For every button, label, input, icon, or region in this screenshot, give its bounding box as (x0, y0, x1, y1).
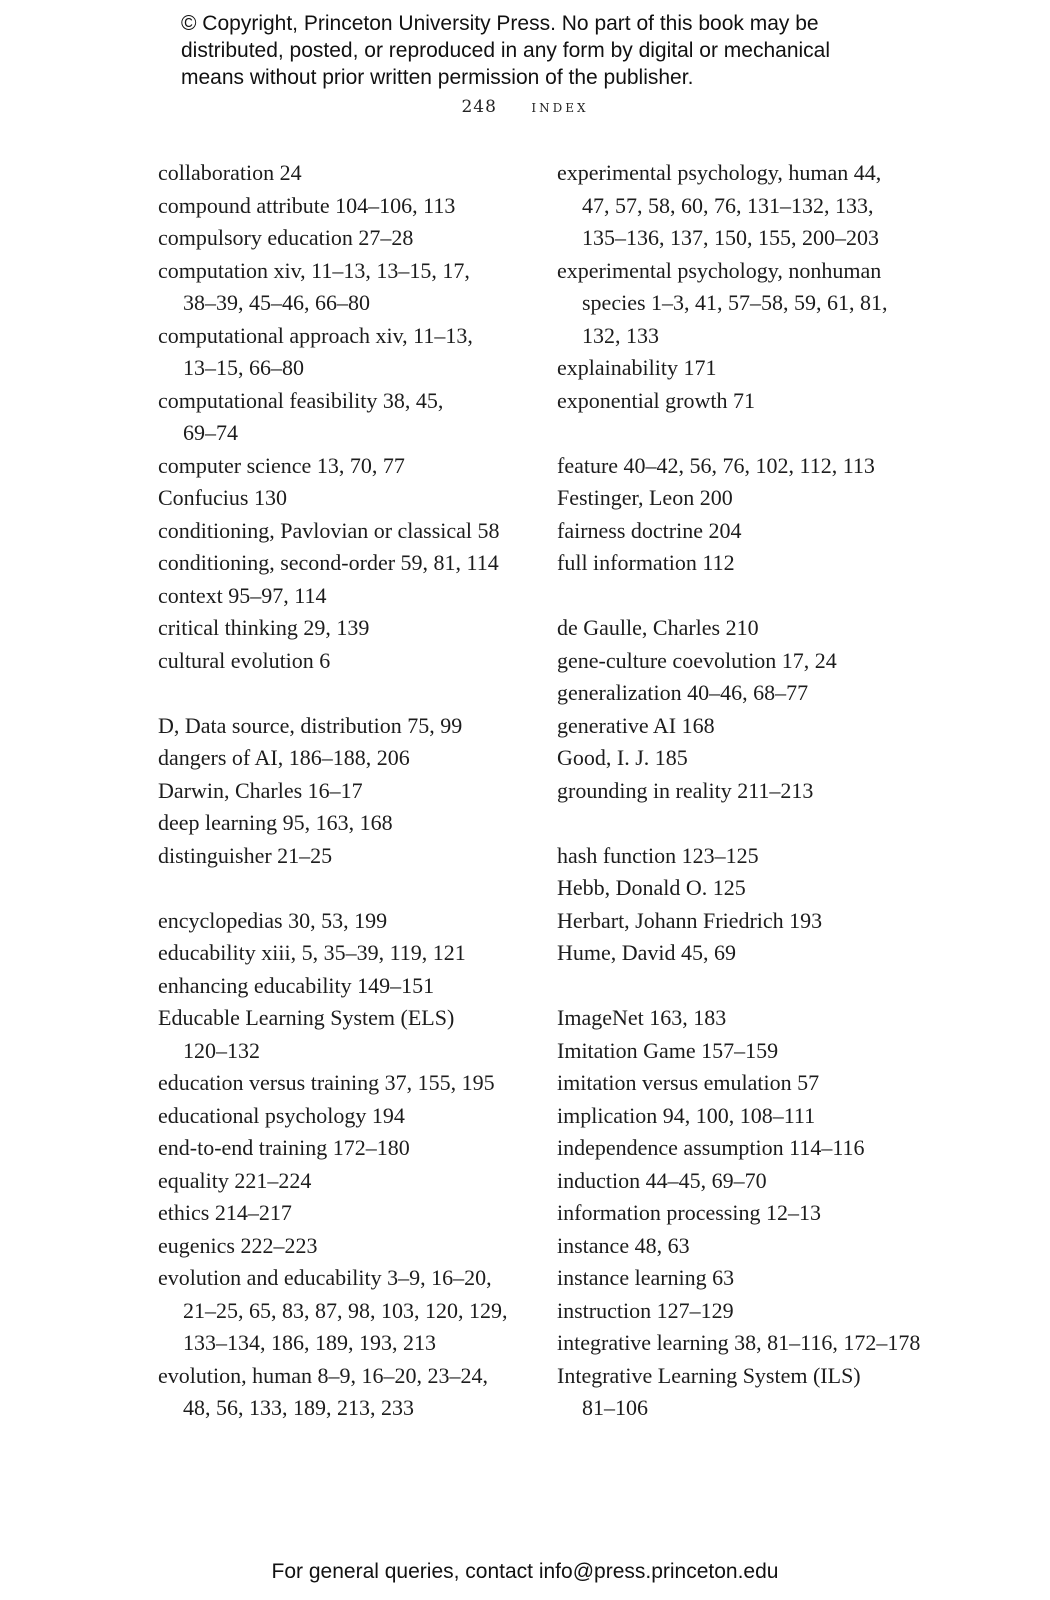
index-entry-line: compound attribute 104–106, 113 (158, 192, 456, 218)
index-entry (557, 547, 927, 580)
index-entry-line: dangers of AI, 186–188, 206 (158, 745, 410, 770)
index-entry-line: integrative learning 38, 81–116, 172–178 (557, 1330, 921, 1355)
index-entry (557, 255, 927, 353)
index-entry-line: Festinger, Leon 200 (557, 485, 733, 510)
index-entry-line: Educable Learning System (ELS) (158, 1005, 455, 1030)
page-number: 248 (461, 97, 497, 117)
index-entry (557, 677, 927, 710)
index-entry-line: exponential growth 71 (557, 387, 755, 413)
index-entry (158, 255, 528, 320)
index-entry (557, 775, 927, 808)
index-entry (557, 1230, 927, 1263)
index-entry-line: eugenics 222–223 (158, 1232, 318, 1258)
index-entry (158, 742, 528, 775)
running-head (0, 97, 1050, 117)
index-entry (557, 1360, 927, 1425)
section-gap (158, 677, 528, 710)
index-entry-line: Integrative Learning System (ILS) (557, 1362, 861, 1388)
index-entry-line: educational psychology 194 (158, 1102, 405, 1128)
index-entry (158, 775, 528, 808)
index-entry-line: ImageNet 163, 183 (557, 1005, 727, 1030)
index-entry-line: conditioning, Pavlovian or classical 58 (158, 517, 500, 543)
index-entry (557, 840, 927, 873)
index-entry-continuation: 48, 56, 133, 189, 213, 233 (183, 1395, 414, 1420)
index-entry-line: instruction 127–129 (557, 1297, 734, 1323)
index-entry-continuation: 81–106 (582, 1395, 648, 1420)
index-entry-line: de Gaulle, Charles 210 (557, 615, 759, 640)
index-entry-line: Hebb, Donald O. 125 (557, 875, 746, 900)
index-entry (158, 710, 528, 743)
index-entry-line: encyclopedias 30, 53, 199 (158, 907, 388, 933)
index-entry-line: independence assumption 114–116 (557, 1135, 865, 1160)
index-entry (557, 1002, 927, 1035)
index-entry-line: computation xiv, 11–13, 13–15, 17, (158, 257, 470, 283)
index-entry (158, 937, 528, 970)
footer-contact: For general queries, contact info@press.princeton.edu (271, 1560, 779, 1583)
index-entry (158, 1002, 528, 1067)
index-entry-line: experimental psychology, nonhuman (557, 257, 882, 283)
index-entry (158, 190, 528, 223)
index-column-left (158, 157, 528, 1425)
index-entry (557, 352, 927, 385)
index-entry-line: conditioning, second-order 59, 81, 114 (158, 550, 499, 575)
index-entry-line: generalization 40–46, 68–77 (557, 680, 809, 705)
index-entry-line: ethics 214–217 (158, 1200, 292, 1225)
index-entry-line: equality 221–224 (158, 1167, 312, 1193)
index-entry (557, 905, 927, 938)
index-entry (158, 1360, 528, 1425)
index-entry-continuation: 38–39, 45–46, 66–80 (183, 290, 370, 315)
index-entry (557, 1262, 927, 1295)
index-entry (557, 645, 927, 678)
index-entry (557, 1100, 927, 1133)
index-entry-line: education versus training 37, 155, 195 (158, 1070, 495, 1095)
index-entry-continuation: 47, 57, 58, 60, 76, 131–132, 133, (582, 192, 874, 218)
section-gap (158, 872, 528, 905)
index-entry-line: fairness doctrine 204 (557, 517, 742, 543)
index-entry (158, 1132, 528, 1165)
index-entry (158, 1197, 528, 1230)
index-entry (557, 742, 927, 775)
index-entry-line: computational feasibility 38, 45, (158, 387, 444, 413)
index-entry-line: Herbart, Johann Friedrich 193 (557, 907, 823, 933)
copyright-line: distributed, posted, or reproduced in any form by digital or mechanical (181, 39, 831, 62)
index-entry-line: Confucius 130 (158, 485, 287, 510)
section-gap (557, 970, 927, 1003)
index-entry (158, 1165, 528, 1198)
index-entry (557, 1067, 927, 1100)
index-entry-line: Good, I. J. 185 (557, 745, 688, 770)
index-entry-continuation: species 1–3, 41, 57–58, 59, 61, 81, (582, 290, 888, 315)
index-entry (557, 1132, 927, 1165)
index-entry-continuation: 21–25, 65, 83, 87, 98, 103, 120, 129, (183, 1297, 508, 1323)
index-entry (557, 872, 927, 905)
index-column-right (557, 157, 927, 1425)
index-entry (557, 710, 927, 743)
index-entry (158, 612, 528, 645)
index-entry (557, 482, 927, 515)
index-entry (557, 157, 927, 255)
index-entry (557, 1035, 927, 1068)
copyright-line: means without prior written permission of the publisher. (181, 66, 694, 89)
index-entry (158, 905, 528, 938)
index-entry (158, 807, 528, 840)
index-entry-continuation: 13–15, 66–80 (183, 355, 304, 380)
index-entry-continuation: 133–134, 186, 189, 193, 213 (183, 1330, 436, 1355)
section-title: index (531, 97, 589, 117)
index-entry-line: compulsory education 27–28 (158, 225, 414, 250)
index-entry-line: information processing 12–13 (557, 1200, 821, 1225)
index-entry (158, 547, 528, 580)
index-entry (557, 385, 927, 418)
index-entry-line: D, Data source, distribution 75, 99 (158, 712, 463, 738)
index-entry-line: critical thinking 29, 139 (158, 615, 370, 640)
index-entry-continuation: 132, 133 (582, 322, 659, 348)
index-entry (158, 385, 528, 450)
index-entry (158, 515, 528, 548)
index-entry-line: computational approach xiv, 11–13, (158, 322, 473, 348)
index-entry (158, 482, 528, 515)
section-gap (557, 807, 927, 840)
index-entry (158, 320, 528, 385)
index-entry (158, 157, 528, 190)
index-entry-continuation: 69–74 (183, 420, 238, 445)
index-entry-line: evolution, human 8–9, 16–20, 23–24, (158, 1362, 488, 1388)
index-entry (158, 1100, 528, 1133)
section-gap (557, 580, 927, 613)
copyright-notice (181, 10, 941, 91)
index-entry-line: evolution and educability 3–9, 16–20, (158, 1265, 492, 1290)
index-entry-line: imitation versus emulation 57 (557, 1070, 820, 1095)
index-entry-line: educability xiii, 5, 35–39, 119, 121 (158, 940, 466, 965)
index-entry (158, 840, 528, 873)
index-entry (158, 645, 528, 678)
section-gap (557, 417, 927, 450)
index-entry-line: Darwin, Charles 16–17 (158, 777, 363, 803)
index-entry-line: distinguisher 21–25 (158, 842, 333, 868)
index-entry (158, 1262, 528, 1360)
index-entry-line: feature 40–42, 56, 76, 102, 112, 113 (557, 452, 875, 478)
index-entry-line: full information 112 (557, 550, 735, 575)
index-entry (158, 1230, 528, 1263)
index-entry (557, 450, 927, 483)
index-entry-line: cultural evolution 6 (158, 647, 331, 673)
index-entry (557, 1197, 927, 1230)
index-entry-line: enhancing educability 149–151 (158, 972, 435, 998)
index-entry-line: computer science 13, 70, 77 (158, 452, 405, 478)
index-entry-line: deep learning 95, 163, 168 (158, 810, 393, 835)
index-entry-line: hash function 123–125 (557, 842, 759, 868)
index-entry-line: grounding in reality 211–213 (557, 777, 814, 803)
index-entry-line: Hume, David 45, 69 (557, 940, 737, 965)
index-entry (557, 937, 927, 970)
copyright-line: © Copyright, Princeton University Press. No part of this book may be (181, 12, 819, 35)
index-entry (557, 1295, 927, 1328)
index-entry-line: end-to-end training 172–180 (158, 1135, 410, 1160)
index-entry-line: experimental psychology, human 44, (557, 160, 882, 185)
index-entry-line: Imitation Game 157–159 (557, 1037, 779, 1063)
index-entry (158, 970, 528, 1003)
index-entry (557, 1327, 927, 1360)
index-entry-line: instance learning 63 (557, 1265, 735, 1290)
index-entry-line: explainability 171 (557, 355, 717, 380)
index-entry-line: implication 94, 100, 108–111 (557, 1102, 816, 1128)
index-entry-line: collaboration 24 (158, 160, 302, 185)
index-entry-line: generative AI 168 (557, 712, 715, 738)
index-entry-continuation: 120–132 (183, 1037, 260, 1063)
index-entry-line: instance 48, 63 (557, 1232, 690, 1258)
index-entry-line: context 95–97, 114 (158, 582, 327, 608)
index-entry (158, 1067, 528, 1100)
index-entry (557, 515, 927, 548)
index-entry (557, 612, 927, 645)
index-entry (158, 222, 528, 255)
index-entry-line: gene-culture coevolution 17, 24 (557, 647, 837, 673)
index-entry (158, 450, 528, 483)
index-entry (557, 1165, 927, 1198)
index-entry-line: induction 44–45, 69–70 (557, 1167, 767, 1193)
index-entry (158, 580, 528, 613)
index-entry-continuation: 135–136, 137, 150, 155, 200–203 (582, 225, 879, 250)
